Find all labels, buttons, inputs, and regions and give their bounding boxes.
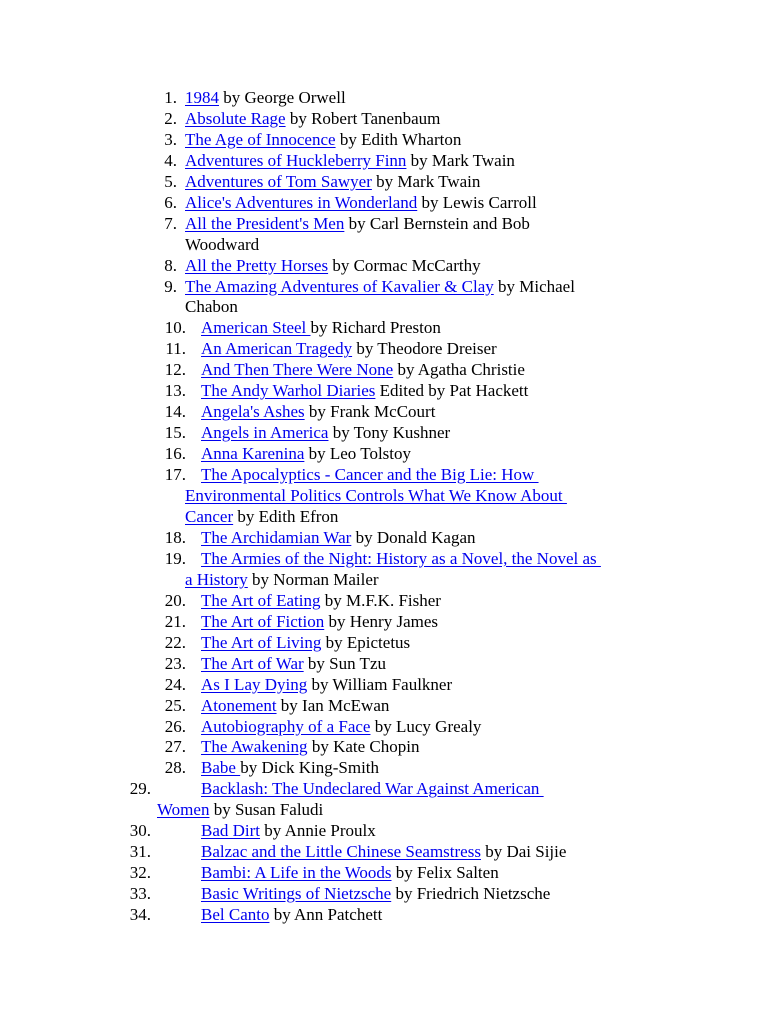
list-item-line — [201, 464, 539, 485]
book-author-continued: Woodward — [185, 234, 260, 254]
book-author: by Tony Kushner — [328, 423, 451, 443]
list-number: 25. — [164, 695, 186, 715]
book-title-link[interactable]: And Then There Were None — [201, 360, 394, 380]
list-item-line — [201, 862, 499, 883]
book-author: by George Orwell — [219, 88, 346, 107]
book-author: by Norman Mailer — [247, 569, 379, 589]
list-item-line — [201, 380, 528, 401]
list-item-line — [185, 276, 575, 297]
list-number: 7. — [164, 213, 177, 233]
list-item-line — [201, 904, 382, 925]
book-author: by Friedrich Nietzsche — [391, 884, 551, 904]
list-item-line — [157, 799, 323, 820]
list-item-line — [201, 736, 419, 757]
list-number: 34. — [129, 905, 151, 925]
book-title-link[interactable]: Backlash: The Undeclared War Against American — [201, 779, 544, 799]
book-title-link[interactable]: Bel Canto — [201, 905, 270, 925]
book-author: by Cormac McCarthy — [328, 255, 481, 275]
list-number: 9. — [164, 276, 177, 296]
list-item-line — [201, 548, 601, 569]
book-title-link[interactable]: The Apocalyptics - Cancer and the Big Lie: How — [201, 465, 539, 485]
list-item-line — [201, 674, 452, 695]
book-author: by Frank McCourt — [304, 402, 436, 422]
list-item-line — [201, 317, 441, 338]
list-item-line — [201, 422, 450, 443]
book-author: by Leo Tolstoy — [304, 444, 412, 464]
list-number: 11. — [165, 339, 186, 359]
list-number: 13. — [164, 381, 186, 401]
book-author: by Michael — [493, 276, 575, 296]
list-item-line — [185, 87, 346, 108]
list-item-line — [201, 443, 411, 464]
book-title-link[interactable]: The Armies of the Night: History as a Novel, the Novel as — [201, 548, 601, 568]
list-number: 30. — [129, 821, 151, 841]
book-title-link[interactable]: Babe — [201, 758, 241, 778]
book-author: by Carl Bernstein and Bob — [344, 213, 530, 233]
list-item-line — [201, 527, 476, 548]
book-title-link[interactable]: Anna Karenina — [201, 444, 305, 464]
book-author: by Felix Salten — [391, 863, 499, 883]
list-number: 15. — [164, 423, 186, 443]
list-number: 22. — [164, 632, 186, 652]
list-number: 16. — [164, 444, 186, 464]
list-item-line — [201, 653, 386, 674]
book-title-link[interactable]: Basic Writings of Nietzsche — [201, 884, 392, 904]
list-number: 18. — [164, 527, 186, 547]
list-number: 24. — [164, 674, 186, 694]
book-author: by Ann Patchett — [269, 905, 383, 925]
book-title-link[interactable]: The Awakening — [201, 737, 308, 757]
book-author: by Edith Efron — [233, 506, 339, 526]
list-item-line — [185, 150, 515, 171]
book-title-link[interactable]: American Steel — [201, 318, 311, 338]
book-author: by Lewis Carroll — [417, 192, 537, 212]
list-number: 5. — [164, 171, 177, 191]
book-title-link[interactable]: Women — [157, 800, 210, 820]
book-author: by Lucy Grealy — [370, 716, 482, 736]
list-item-line — [201, 695, 389, 716]
book-author: by Edith Wharton — [335, 129, 462, 149]
list-number: 28. — [164, 758, 186, 778]
book-title-link[interactable]: Cancer — [185, 506, 234, 526]
book-author: by Mark Twain — [371, 171, 481, 191]
book-author: by Mark Twain — [406, 150, 515, 170]
list-number: 2. — [164, 108, 177, 128]
list-item-line — [185, 485, 567, 506]
list-item-line — [201, 632, 410, 653]
list-number: 4. — [164, 150, 177, 170]
list-number: 21. — [164, 611, 186, 631]
book-author: by Henry James — [324, 611, 439, 631]
list-number: 1. — [164, 88, 177, 107]
book-title-link[interactable]: Adventures of Huckleberry Finn — [185, 150, 407, 170]
list-item-line — [201, 611, 438, 632]
list-item-line — [201, 590, 441, 611]
book-title-link[interactable]: The Andy Warhol Diaries — [201, 381, 376, 401]
book-author: by Susan Faludi — [209, 800, 324, 820]
list-item-line — [201, 757, 379, 778]
list-item-line — [201, 716, 481, 737]
list-number: 33. — [129, 884, 151, 904]
book-title-link[interactable]: Environmental Politics Controls What We Know About — [185, 486, 567, 506]
list-number: 26. — [164, 716, 186, 736]
list-number: 14. — [164, 402, 186, 422]
list-item-line — [185, 569, 379, 590]
book-title-link[interactable]: Autobiography of a Face — [201, 716, 371, 736]
list-number: 6. — [164, 192, 177, 212]
book-title-link[interactable]: The Art of War — [201, 653, 304, 673]
list-number: 29. — [129, 779, 151, 799]
book-author: by Sun Tzu — [303, 653, 386, 673]
book-title-link[interactable]: The Art of Fiction — [201, 611, 325, 631]
book-author: by Annie Proulx — [260, 821, 376, 841]
book-title-link[interactable]: Adventures of Tom Sawyer — [185, 171, 372, 191]
book-author-continued: Chabon — [185, 297, 238, 317]
book-author: by Ian McEwan — [276, 695, 390, 715]
book-title-link[interactable]: Absolute Rage — [185, 108, 286, 128]
book-author: by Robert Tanenbaum — [285, 108, 441, 128]
list-item-line — [185, 171, 480, 192]
book-title-link[interactable]: Angela's Ashes — [201, 402, 305, 422]
book-title-link[interactable]: As I Lay Dying — [201, 674, 308, 694]
book-author: by Theodore Dreiser — [352, 339, 497, 359]
book-author: by Donald Kagan — [351, 527, 476, 547]
book-title-link[interactable]: An American Tragedy — [201, 339, 353, 359]
book-title-link[interactable]: The Amazing Adventures of Kavalier & Clay — [185, 276, 494, 296]
book-author: by M.F.K. Fisher — [320, 590, 441, 610]
book-author: by Dick King-Smith — [240, 758, 380, 778]
book-title-link[interactable]: Balzac and the Little Chinese Seamstress — [201, 842, 481, 862]
book-author: by Dai Sijie — [480, 842, 567, 862]
book-title-link[interactable]: The Art of Eating — [201, 590, 321, 610]
list-number: 31. — [129, 842, 151, 862]
book-title-link[interactable]: All the President's Men — [185, 213, 345, 233]
list-item-line — [185, 213, 530, 234]
list-number: 23. — [164, 653, 186, 673]
list-number: 17. — [164, 465, 186, 485]
book-title-link[interactable]: Angels in America — [201, 423, 329, 443]
list-number: 8. — [164, 255, 177, 275]
book-title-link[interactable]: Bambi: A Life in the Woods — [201, 863, 392, 883]
book-author: by Epictetus — [321, 632, 411, 652]
list-item-line — [201, 841, 566, 862]
book-title-link[interactable]: The Art of Living — [201, 632, 322, 652]
list-number: 32. — [129, 863, 151, 883]
list-number: 27. — [164, 737, 186, 757]
list-item-line — [201, 401, 435, 422]
book-author: by Kate Chopin — [307, 737, 420, 757]
list-number: 12. — [164, 360, 186, 380]
list-number: 3. — [164, 129, 177, 149]
list-number: 10. — [164, 318, 186, 338]
book-title-link[interactable]: 1984 — [185, 88, 219, 107]
list-item-line — [185, 129, 461, 150]
book-title-link[interactable]: The Age of Innocence — [185, 129, 336, 149]
book-title-link[interactable]: Bad Dirt — [201, 821, 261, 841]
list-number: 20. — [164, 590, 186, 610]
list-item-line — [185, 506, 338, 527]
book-author: by Richard Preston — [310, 318, 441, 338]
book-title-link[interactable]: All the Pretty Horses — [185, 255, 329, 275]
list-item-line — [201, 883, 550, 904]
book-author: by Agatha Christie — [393, 360, 525, 380]
book-title-link[interactable]: Atonement — [201, 695, 277, 715]
list-item-line — [201, 820, 376, 841]
list-item-line — [201, 778, 544, 799]
book-author: Edited by Pat Hackett — [375, 381, 529, 401]
list-item-line — [185, 255, 481, 276]
book-author: by William Faulkner — [307, 674, 453, 694]
book-title-link[interactable]: Alice's Adventures in Wonderland — [185, 192, 418, 212]
list-number: 19. — [164, 548, 186, 568]
list-item-line — [185, 192, 537, 213]
list-item-line — [201, 338, 497, 359]
list-item-line — [185, 108, 440, 129]
book-title-link[interactable]: a History — [185, 569, 248, 589]
book-title-link[interactable]: The Archidamian War — [201, 527, 352, 547]
list-item-line — [201, 359, 525, 380]
